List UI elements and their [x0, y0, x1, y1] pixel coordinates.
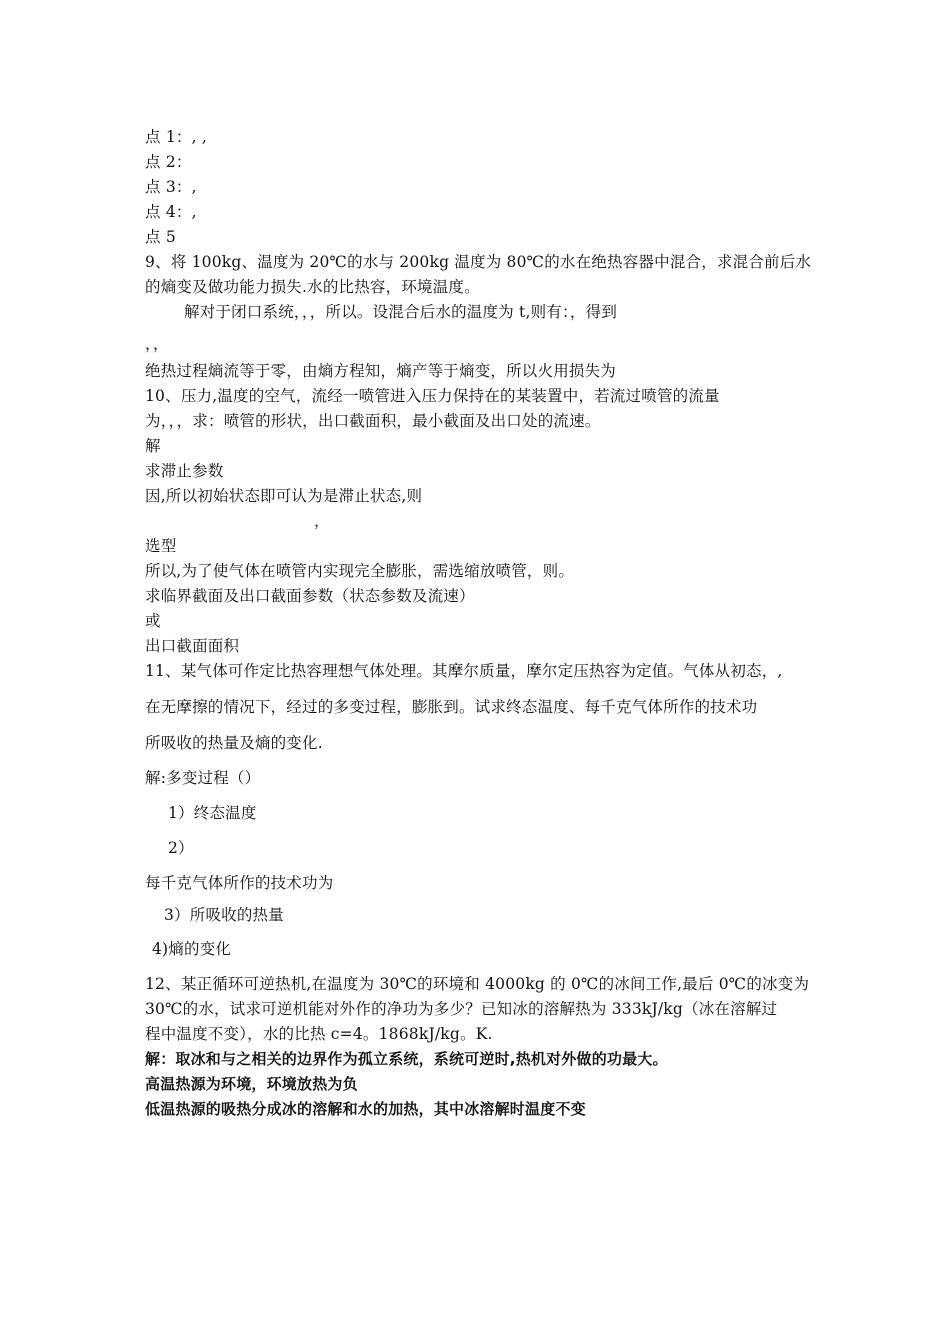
entropy-change-step: 4)熵的变化 — [152, 940, 232, 958]
problem-12-text-end: 程中温度不变），水的比热 c=4。1868kJ/kg。K. — [145, 1025, 493, 1043]
stagnation-params-heading: 求滞止参数 — [145, 462, 224, 480]
point-5-line: 点 5 — [145, 228, 176, 246]
critical-section-heading: 求临界截面及出口截面参数（状态参数及流速） — [145, 587, 475, 605]
nozzle-selection-text: 所以,为了使气体在喷管内实现完全膨胀，需选缩放喷管，则。 — [145, 562, 575, 580]
problem-12-solution: 解：取冰和与之相关的边界作为孤立系统，系统可逆时,热机对外做的功最大。 — [145, 1050, 668, 1068]
problem-11-text-end: 所吸收的热量及熵的变化. — [145, 734, 323, 752]
absorbed-heat-step: 3）所吸收的热量 — [164, 906, 284, 924]
technical-work-text: 每千克气体所作的技术功为 — [145, 874, 334, 892]
problem-9-solution: 解对于闭口系统，，，所以。设混合后水的温度为 t,则有：，得到 — [184, 303, 618, 321]
point-3-line: 点 3：, — [145, 178, 197, 196]
point-2-line: 点 2： — [145, 153, 192, 171]
exit-area-text: 出口截面面积 — [145, 637, 240, 655]
problem-12-text-cont: 30℃的水，试求可逆机能对外作的净功为多少？已知冰的溶解热为 333kJ/kg（冰在溶解过 — [145, 1000, 778, 1018]
point-1-line: 点 1：, , — [145, 128, 207, 146]
problem-9-text: 9、将 100kg、温度为 20℃的水与 200kg 温度为 80℃的水在绝热容器中混合，求混合前后水 — [145, 253, 812, 271]
stagnation-formula-comma: ， — [314, 512, 330, 530]
stagnation-state-text: 因,所以初始状态即可认为是滞止状态,则 — [145, 487, 423, 505]
point-4-line: 点 4：, — [145, 203, 197, 221]
problem-9-solution-cont: ，， — [145, 335, 169, 353]
problem-10-solution-label: 解 — [145, 437, 161, 455]
problem-10-text: 10、压力,温度的空气，流经一喷管进入压力保持在的某装置中，若流过喷管的流量 — [145, 387, 720, 405]
problem-11-solution: 解:多变过程（） — [145, 769, 261, 787]
or-text: 或 — [145, 612, 161, 630]
final-temperature-step: 1）终态温度 — [168, 804, 257, 822]
step-2: 2） — [168, 839, 194, 857]
problem-12-text: 12、某正循环可逆热机,在温度为 30℃的环境和 4000kg 的 0℃的冰间工作,最后 0℃的冰变为 — [145, 975, 810, 993]
problem-9-text-cont: 的熵变及做功能力损失.水的比热容，环境温度。 — [145, 278, 480, 296]
problem-11-text: 11、某气体可作定比热容理想气体处理。其摩尔质量，摩尔定压热容为定值。气体从初态，, — [145, 662, 783, 680]
low-temp-source-text: 低温热源的吸热分成冰的溶解和水的加热，其中冰溶解时温度不变 — [145, 1100, 586, 1118]
problem-11-text-cont: 在无摩擦的情况下，经过的多变过程，膨胀到。试求终态温度、每千克气体所作的技术功 — [145, 698, 758, 716]
problem-9-exergy-loss: 绝热过程熵流等于零，由熵方程知，熵产等于熵变，所以火用损失为 — [145, 362, 617, 380]
problem-10-text-cont: 为，，，求：喷管的形状，出口截面积，最小截面及出口处的流速。 — [145, 412, 601, 430]
high-temp-source-text: 高温热源为环境，环境放热为负 — [145, 1075, 358, 1093]
selection-heading: 选型 — [145, 537, 177, 555]
